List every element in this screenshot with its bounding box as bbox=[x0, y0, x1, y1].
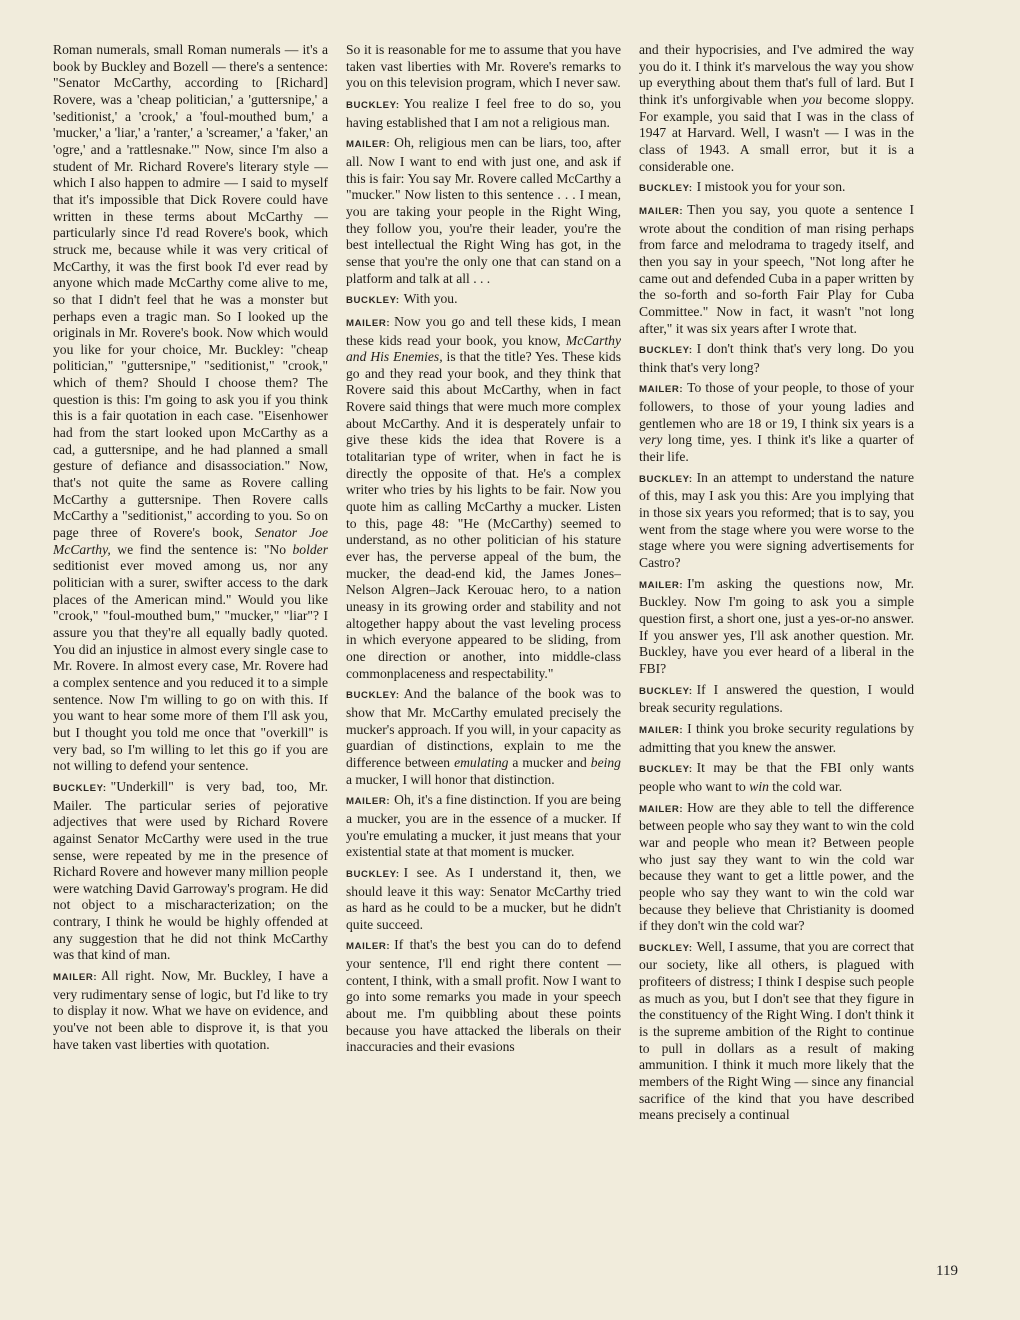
book-title: McCarthy and His Enemies, bbox=[346, 332, 621, 365]
paragraph bbox=[53, 42, 328, 775]
speaker-label: BUCKLEY: bbox=[639, 183, 693, 195]
emphasis: you bbox=[802, 91, 823, 107]
paragraph-text: All right. Now, Mr. Buckley, I have a very rudimentary sense of logic, but I'd like to try to display it now. What we have on evidence, and you've not been able to disprove it, is that you have taken vast liberties with quotation. bbox=[53, 968, 328, 1052]
paragraph-text: long time, yes. I think it's like a quarter of their life. bbox=[639, 432, 914, 465]
paragraph-text: is that the title? Yes. These kids go and they read your book, and they think that Rovere said this about McCarthy, when in fact Rovere said things that were much more complex about McCarthy. And it is desperately unfair to give these kids the idea that Rovere is a totalitarian type of writer, when in fact he is directly the opposite of that. He's a complex writer who tries by his lights to be fair. Now you quote him as calling McCarthy a mucker. Listen to this, page 48: "He (McCarthy) seemed to understand, as no other politician of his stature ever has, the perverse appeal of the bum, the mucker, the dead-end kid, the James Jones–Nelson Algren–Jack Kerouac hero, to a nation uneasy in its growing order and stability and not altogether happy about the vast leveling process in which everyone appeared to be sliding, from one direction or another, into middle-class commonplaceness and respectability." bbox=[346, 349, 621, 681]
speaker-label: MAILER: bbox=[346, 139, 391, 151]
paragraph bbox=[639, 202, 914, 337]
paragraph bbox=[346, 792, 621, 861]
speaker-label: BUCKLEY: bbox=[346, 868, 400, 880]
paragraph bbox=[346, 937, 621, 1056]
paragraph-text: With you. bbox=[403, 291, 458, 307]
paragraph-text: Then you say, you quote a sentence I wrote about the condition of man rising perhaps from farce and melodrama to tragedy itself, and then you say in your speech, "Not long after he came out and defended Cuba in a paper written by the so-forth and so-forth Fair Play for Cuba Committee." Now in fact, it wasn't "not long after," it was six years after I wrote that. bbox=[639, 201, 914, 336]
speaker-label: BUCKLEY: bbox=[639, 685, 693, 697]
speaker-label: MAILER: bbox=[639, 579, 684, 591]
paragraph-text: You realize I feel free to do so, you having established that I am not a religious man. bbox=[346, 95, 621, 130]
emphasis: bolder bbox=[292, 541, 328, 557]
speaker-label: BUCKLEY: bbox=[346, 99, 400, 111]
paragraph-text: "Underkill" is very bad, too, Mr. Mailer. The particular series of pejorative adjectives that were used by Richard Rovere against Senator McCarthy were used in the true sense, were repeated by me in the presence of Richard Rovere and however many million people were watching David Garroway's program. He did not object to a mischaracterization; on the contrary, I think he would be highly offended at any suggestion that he did not think McCarthy was that kind of man. bbox=[53, 778, 328, 963]
paragraph-text: Oh, religious men can be liars, too, after all. Now I want to end with just one, and ask if this is fair: You say Mr. Rovere called McCarthy a "mucker." Now listen to this sentence . . . I mean, you are taking your people in the Right Wing, they follow you, you're their leader, you're the best intellectual the Right Wing has got, in the sense that you're the only one that can stand on a platform and talk at all . . . bbox=[346, 135, 621, 286]
emphasis: being bbox=[590, 754, 621, 770]
paragraph bbox=[346, 135, 621, 287]
speaker-label: MAILER: bbox=[639, 724, 684, 736]
paragraph-text: a mucker, I will honor that distinction. bbox=[346, 771, 555, 787]
paragraph bbox=[346, 314, 621, 682]
paragraph bbox=[639, 380, 914, 465]
speaker-label: BUCKLEY: bbox=[346, 690, 400, 702]
paragraph bbox=[346, 42, 621, 92]
paragraph bbox=[346, 686, 621, 788]
paragraph-text: seditionist ever moved among us, nor any politician with a surer, swifter access to the dark places of the American mind." Would you like "crook," "foul-mouthed bum," "mucker," "liar"? I assure you that they're all equally badly quoted. You did an injustice in almost every single case to Mr. Rovere. In almost every case, Mr. Rovere had a complex sentence and you reduced it to a simple sentence. Now I'm willing to go on with this. If you want to hear some more of them I'll ask you, but I thought you told me once that "overkill" is very bad, so I'm willing to let this go if you are not willing to defend your sentence. bbox=[53, 558, 328, 774]
paragraph-text: To those of your people, to those of your followers, to those of your young ladies and gentlemen who are 18 or 19, I think six years is a bbox=[639, 380, 914, 431]
paragraph-text: If that's the best you can do to defend your sentence, I'll end right there content — content, I think, with a small profit. Now I want to go into some remarks you made in your speech about me. I'm quibbling about these points because you have attacked the liberals on their inaccuracies and their evasions bbox=[346, 937, 621, 1055]
speaker-label: MAILER: bbox=[639, 205, 684, 217]
speaker-label: MAILER: bbox=[346, 796, 391, 808]
paragraph-text: How are they able to tell the difference between people who say they want to win the cold war and people who mean it? Between people who just say they want to win the cold war because they want to get a little power, and the people who say they want to win the cold war because they believe that Christianity is doomed if they don't win the cold war? bbox=[639, 799, 914, 934]
speaker-label: BUCKLEY: bbox=[53, 782, 107, 794]
speaker-label: BUCKLEY: bbox=[639, 764, 693, 776]
emphasis: win bbox=[749, 778, 769, 794]
column-1 bbox=[53, 42, 328, 1277]
article-columns bbox=[53, 42, 915, 1277]
speaker-label: MAILER: bbox=[346, 941, 391, 953]
paragraph bbox=[639, 179, 914, 198]
paragraph bbox=[346, 865, 621, 934]
paragraph-text: and their hypocrisies, and I've admired the way you do it. I think it's marvelous the way you show up everything about them that's full of lard. But I think it's unforgivable when bbox=[639, 42, 914, 107]
paragraph bbox=[639, 470, 914, 572]
paragraph-text: It may be that the FBI only wants people who want to bbox=[639, 760, 914, 794]
speaker-label: BUCKLEY: bbox=[639, 942, 693, 954]
paragraph-text: Now you go and tell these kids, I mean these kids read your book, you know, bbox=[346, 313, 621, 348]
paragraph-text: Well, I assume, that you are correct that our society, like all others, is plagued with profiteers of distress; I think I despise such people as much as you, but I don't see that they figure in the constituency of the Right Wing. I don't think it is the supreme ambition of the Right to continue to pull in dollars as a result of making ammunition. I think it much more likely that the members of the Right Wing — since any financial sacrifice of the kind that you have described means precisely a continual bbox=[639, 938, 914, 1123]
paragraph bbox=[53, 779, 328, 964]
paragraph-text: I don't think that's very long. Do you think that's very long? bbox=[639, 341, 914, 375]
paragraph bbox=[346, 291, 621, 310]
paragraph-text: Oh, it's a fine distinction. If you are being a mucker, you are in the essence of a mucker. If you're emulating a mucker, it just means that your existential state at that moment is mucker. bbox=[346, 792, 621, 860]
emphasis: very bbox=[639, 432, 663, 448]
paragraph bbox=[639, 341, 914, 376]
paragraph-text: I see. As I understand it, then, we should leave it this way: Senator McCarthy tried as hard as he could to be a mucker, but he didn't quite succeed. bbox=[346, 864, 621, 932]
speaker-label: MAILER: bbox=[53, 972, 98, 984]
paragraph-text: If I answered the question, I would break security regulations. bbox=[639, 681, 914, 716]
paragraph-text: a mucker and bbox=[508, 754, 591, 770]
speaker-label: BUCKLEY: bbox=[639, 345, 693, 357]
paragraph-text: I'm asking the questions now, Mr. Buckley. Now I'm going to ask you a simple question first, a short one, just a yes-or-no answer. If you answer yes, I'll ask another question. Mr. Buckley, have you ever heard of a liberal in the FBI? bbox=[639, 575, 914, 676]
paragraph-text: Roman numerals, small Roman numerals — it's a book by Buckley and Bozell — there's a sentence: "Senator McCarthy, according to [Richard] Rovere, was a 'cheap politician,' a 'guttersnipe,' a 'seditionist,' a 'crook,' a 'foul-mouthed bum,' a 'mucker,' a 'liar,' a 'ranter,' a 'screamer,' a 'faker,' an 'ogre,' and a 'rattlesnake.'" Now, since I'm also a student of Mr. Richard Rovere's literary style — which I also happen to admire — I said to myself that it's impossible that Dick Rovere could have written in these terms about McCarthy — particularly since I'd read Rovere's book, which struck me, because while it was very critical of McCarthy, it was the first book I'd ever read by anyone which made McCarthy come alive to me, so that I didn't feel that he was a monster but perhaps even a tragic man. So I looked up the originals in Mr. Rovere's book. Now which would you like for your choice, Mr. Buckley: "cheap politician," "guttersnipe," "seditionist," "crook," which of them? Should I choose them? The question is this: I'm going to ask you if you think this is a fair quotation in each case. "Eisenhower had from the start looked upon McCarthy as a cad, a guttersnipe, and he had planned a small gesture of defiance and disassociation." Now, that's not quite the same as Rovere calling McCarthy a guttersnipe. Then Rovere calls McCarthy a "seditionist," according to you. So on page three of Rovere's book, bbox=[53, 42, 328, 541]
paragraph bbox=[639, 939, 914, 1124]
speaker-label: BUCKLEY: bbox=[639, 473, 693, 485]
column-2 bbox=[346, 42, 621, 1277]
paragraph-text: In an attempt to understand the nature of this, may I ask you this: Are you implying that in those six years you reformed; that is to say, you went from the stage where you were worse to the stage where you were signing advertisements for Castro? bbox=[639, 469, 914, 571]
paragraph-text: I think you broke security regulations by admitting that you knew the answer. bbox=[639, 720, 914, 755]
paragraph bbox=[639, 760, 914, 795]
paragraph bbox=[639, 42, 914, 175]
paragraph bbox=[53, 968, 328, 1053]
page-number: 119 bbox=[936, 1263, 958, 1279]
paragraph-text: we find the sentence is: "No bbox=[110, 541, 293, 557]
paragraph-text: the cold war. bbox=[768, 778, 843, 794]
speaker-label: BUCKLEY: bbox=[346, 295, 400, 307]
paragraph bbox=[639, 721, 914, 756]
paragraph-text: I mistook you for your son. bbox=[696, 179, 846, 195]
speaker-label: MAILER: bbox=[639, 384, 684, 396]
speaker-label: MAILER: bbox=[346, 317, 391, 329]
paragraph-text: So it is reasonable for me to assume that you have taken vast liberties with Mr. Rovere's remarks to you on this television program, which I never saw. bbox=[346, 42, 621, 91]
paragraph bbox=[639, 576, 914, 678]
column-3 bbox=[639, 42, 914, 1277]
emphasis: emulating bbox=[454, 754, 509, 770]
paragraph bbox=[639, 682, 914, 717]
paragraph bbox=[346, 96, 621, 131]
book-title: Senator Joe McCarthy, bbox=[53, 525, 328, 557]
paragraph-text: become sloppy. For example, you said that I was in the class of 1947 at Harvard. Well, I wasn't — I was in the class of 1943. A small error, but it is a considerable one. bbox=[639, 91, 914, 174]
paragraph bbox=[639, 800, 914, 935]
paragraph-text: And the balance of the book was to show that Mr. McCarthy emulated precisely the mucker's approach. If you will, in your capacity as guardian of distinctions, explain to me the difference between bbox=[346, 686, 621, 770]
speaker-label: MAILER: bbox=[639, 803, 684, 815]
